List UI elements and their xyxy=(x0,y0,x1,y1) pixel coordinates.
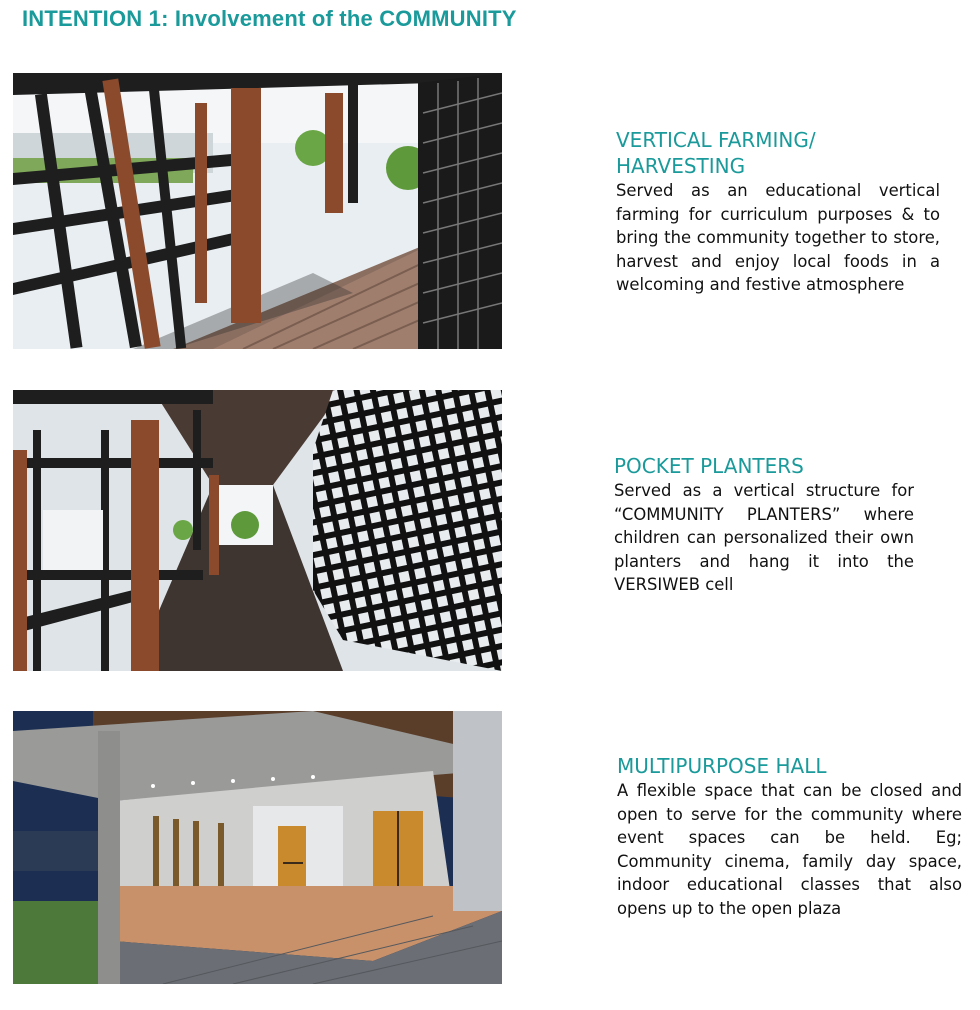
pocket-planters-render xyxy=(13,390,502,671)
multipurpose-hall-section xyxy=(617,753,962,920)
multipurpose-hall-heading: MULTIPURPOSE HALL xyxy=(617,754,827,778)
pocket-planters-heading: POCKET PLANTERS xyxy=(614,454,804,478)
vertical-farming-render xyxy=(13,73,502,349)
vertical-farming-section xyxy=(616,127,940,297)
pocket-planters-section xyxy=(614,453,914,597)
vertical-farming-description: Served as an educational vertical farming for curriculum purposes & to bring the community together to store, harvest and enjoy local foods in a welcoming and festive atmosphere xyxy=(616,181,940,294)
multipurpose-hall-description: A flexible space that can be closed and open to serve for the community where event spaces can be held. Eg; Community cinema, family day space, indoor educational classes that also opens up to the open plaza xyxy=(617,781,962,918)
page-title: INTENTION 1: Involvement of the COMMUNITY xyxy=(22,6,517,31)
pocket-planters-description: Served as a vertical structure for “COMMUNITY PLANTERS” where children can personalized their own planters and hang it into the VERSIWEB cell xyxy=(614,481,914,594)
vertical-farming-heading: VERTICAL FARMING/ HARVESTING xyxy=(616,128,816,178)
multipurpose-hall-render xyxy=(13,711,502,984)
